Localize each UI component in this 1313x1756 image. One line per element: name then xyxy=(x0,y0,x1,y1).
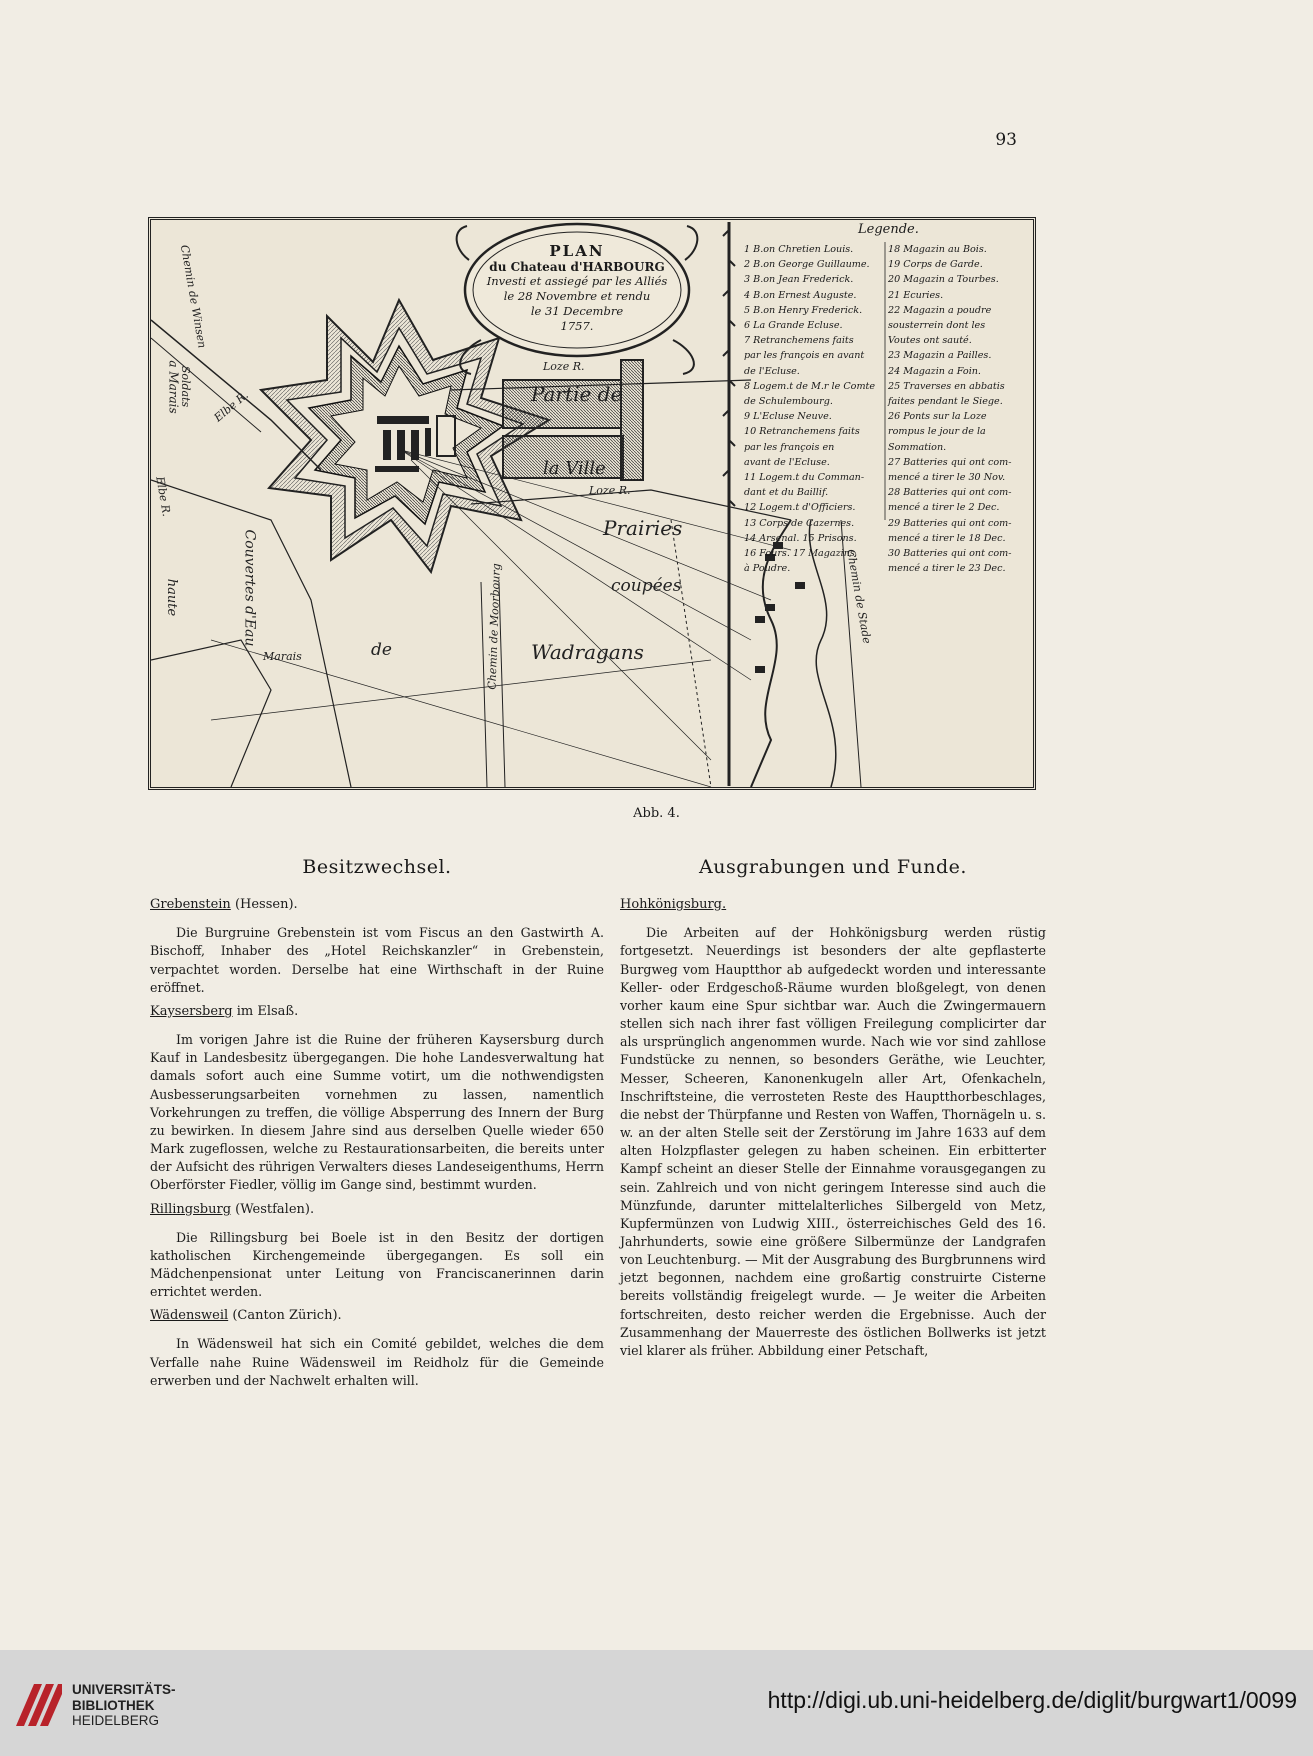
legend-entry: 6 La Grande Ecluse. xyxy=(744,320,843,332)
legend-entry: 27 Batteries qui ont com- xyxy=(888,456,1012,468)
section-region: (Westfalen). xyxy=(231,1201,315,1217)
legend-entry: 13 Corps de Cazernes. xyxy=(744,517,855,529)
legend-entry: 23 Magazin a Pailles. xyxy=(888,350,992,362)
legend-entry: 4 B.on Ernest Auguste. xyxy=(744,289,857,301)
legend-column-left xyxy=(744,242,884,576)
map-title: PLAN xyxy=(549,242,605,260)
legend-entry: à Poudre. xyxy=(744,563,791,575)
legend-entry: avant de l'Ecluse. xyxy=(744,456,830,468)
legend-entry: 26 Ponts sur la Loze xyxy=(888,411,987,423)
legend-entry: 5 B.on Henry Frederick. xyxy=(744,304,863,316)
legend-entry: 25 Traverses en abbatis xyxy=(888,380,1005,392)
map-label-chemin-winsen: Chemin de Winsen xyxy=(177,243,209,350)
map-label-marais: Marais xyxy=(263,650,302,663)
legend-column-right xyxy=(888,242,1034,576)
map-subtitle: du Chateau d'HARBOURG xyxy=(489,260,665,274)
legend-entry: 30 Batteries qui ont com- xyxy=(888,548,1012,560)
section-region: im Elsaß. xyxy=(232,1003,299,1019)
left-column-heading: Besitzwechsel. xyxy=(302,856,452,878)
map-label-loze-bottom: Loze R. xyxy=(589,484,631,497)
map-label-loze-top: Loze R. xyxy=(543,360,585,373)
section-paragraph: Die Arbeiten auf der Hohkönigsburg werden rüstig fortgesetzt. Neuerdings ist besonders der alte gepflasterte Burgweg vom Hauptthor ab aufgedeckt worden und interessante Keller- oder Erdgeschoß-Räume wurden bloßgelegt, von denen vorher kaum eine Spur sichtbar war. Auch die Zwingermauern stellen sich nach ihrer fast völligen Freilegung complicirter dar als ursprünglich angenommen wurde. Nach wie vor sind zahllose Fundstücke zu nennen, so besonders Geräthe, wie Leuchter, Messer, Scheeren, Kanonenkugeln aller Art, Ofenkacheln, Inschriftsteine, die verrosteten Reste des Hauptthorbeschlages, die nebst der Thürpfanne und Resten von Waffen, Thornägeln u. s. w. an der alten Stelle seit der Zerstörung im Jahre 1633 auf dem alten Holzpflaster gelegen zu haben scheinen. Ein erbitterter Kampf scheint an dieser Stelle der Einnahme vorausgegangen zu sein. Zahlreich und von nicht geringem Interesse sind auch die Münzfunde, darunter mittelalterliches Silbergeld von Metz, Kupfermünzen von Ludwig XIII., österreichisches Geld des 16. Jahrhunderts, sowie eine größere Silbermünze der Landgrafen von Leuchtenburg. — Mit der Ausgrabung des Burgbrunnens wird jetzt begonnen, nachdem eine großartig construirte Cisterne bereits vollständig freigelegt wurde. — Je weiter die Arbeiten fortschreiten, desto reicher werden die Ergebnisse. Auch der Zusammenhang der Mauerreste des östlichen Bollwerks ist jetzt viel klarer als früher. Abbildung einer Petschaft, xyxy=(620,925,1046,1358)
map-legend xyxy=(724,220,1036,790)
section-paragraph: In Wädensweil hat sich ein Comité gebildet, welches die dem Verfalle nahe Ruine Wädensweil im Reidholz für die Gemeinde erwerben und der Nachwelt erhalten will. xyxy=(150,1336,604,1388)
map-label-elbe: Elbe R. xyxy=(211,388,251,425)
section-region: (Canton Zürich). xyxy=(228,1308,342,1324)
map-dedication-line: Investi et assiegé par les Alliés xyxy=(486,274,668,288)
legend-entry: 1 B.on Chretien Louis. xyxy=(744,244,854,255)
institution-line: BIBLIOTHEK xyxy=(72,1697,155,1713)
map-label-coupees: coupées xyxy=(611,576,682,596)
legend-entry: 18 Magazin au Bois. xyxy=(888,244,987,255)
legend-entry: 8 Logem.t de M.r le Comte xyxy=(744,380,876,392)
legend-entry: faites pendant le Siege. xyxy=(888,396,1003,408)
legend-entry: dant et du Baillif. xyxy=(744,487,829,499)
map-label-wadragans: Wadragans xyxy=(531,640,644,664)
section-title xyxy=(620,896,1046,914)
section-paragraph: Die Burgruine Grebenstein ist vom Fiscus an den Gastwirth A. Bischoff, Inhaber des „Hotel Reichskanzler“ in Grebenstein, verpachtet worden. Derselbe hat eine Wirthschaft in der Ruine eröffnet. xyxy=(150,925,604,995)
map-label-elbe2: Elbe R. xyxy=(153,475,174,518)
library-footer xyxy=(0,1650,1313,1756)
university-library-logo-icon xyxy=(12,1680,64,1730)
section-title xyxy=(150,1003,604,1021)
legend-entry: de l'Ecluse. xyxy=(744,365,800,377)
legend-entry: Sommation. xyxy=(888,441,947,453)
right-column-heading: Ausgrabungen und Funde. xyxy=(699,856,967,878)
legend-entry: 7 Retranchemens faits xyxy=(744,335,854,347)
section-place: Hohkönigsburg. xyxy=(620,897,727,913)
legend-entry: 9 L'Ecluse Neuve. xyxy=(744,411,832,423)
legend-entry: mencé a tirer le 18 Dec. xyxy=(888,532,1006,544)
legend-entry: 3 B.on Jean Frederick. xyxy=(744,274,854,286)
legend-entry: 29 Batteries qui ont com- xyxy=(888,517,1012,529)
section-region: (Hessen). xyxy=(230,897,298,913)
left-column xyxy=(150,858,604,1396)
permalink-url[interactable]: http://digi.ub.uni-heidelberg.de/diglit/burgwart1/0099 xyxy=(767,1687,1297,1713)
institution-line: UNIVERSITÄTS- xyxy=(72,1682,176,1697)
map-label-couvertes: Couvertes d'Eau xyxy=(241,529,258,647)
legend-entry: Voutes ont sauté. xyxy=(888,335,972,347)
legend-entry: par les françois en xyxy=(744,441,835,453)
institution-line: HEIDELBERG xyxy=(72,1713,160,1728)
legend-entry: 10 Retranchemens faits xyxy=(744,426,860,438)
legend-entry: rompus le jour de la xyxy=(888,426,986,438)
section-paragraph: Im vorigen Jahre ist die Ruine der früheren Kaysersburg durch Kauf in Landesbesitz übergegangen. Die hohe Landesverwaltung hat damals sofort auch eine Summe votirt, um die nothwendigsten Ausbesserungsarbeiten vornehmen zu lassen, namentlich Vorkehrungen zu treffen, die völlige Absperrung des Innern der Burg zu bewirken. In diesem Jahre sind aus derselben Quelle wieder 650 Mark zugeflossen, welche zu Restaurationsarbeiten, die bereits unter der Aufsicht des rührigen Verwalters dieses Landeseigenthums, Herrn Oberförster Fiedler, völlig im Gange sind, bestimmt wurden. xyxy=(150,1032,604,1193)
map-label-prairies: Prairies xyxy=(603,516,683,540)
legend-entry: 19 Corps de Garde. xyxy=(888,259,983,271)
map-label-a-marais: a Marais xyxy=(166,360,181,414)
section-place: Rillingsburg xyxy=(150,1201,232,1217)
legend-entry: par les françois en avant xyxy=(744,350,865,362)
figure-caption: Abb. 4. xyxy=(633,806,680,821)
map-label-partie-de: Partie de xyxy=(531,382,623,406)
section-place: Grebenstein xyxy=(150,897,231,913)
legend-entry: 20 Magazin a Tourbes. xyxy=(888,274,999,286)
legend-entry: 2 B.on George Guillaume. xyxy=(744,259,870,271)
map-label-chemin-stade: Chemin de Stade xyxy=(844,548,874,645)
legend-entry: mencé a tirer le 30 Nov. xyxy=(888,472,1006,484)
section-title xyxy=(150,1201,604,1219)
section-title xyxy=(150,896,604,914)
map-plate xyxy=(148,217,1036,790)
legend-entry: de Schulembourg. xyxy=(744,396,833,408)
map-label-chemin-moorbourg: Chemin de Moorbourg xyxy=(485,563,503,690)
legend-title: Legende. xyxy=(858,222,919,237)
section-title xyxy=(150,1307,604,1325)
map-dedication-line: 1757. xyxy=(560,319,594,333)
section-place: Wädensweil xyxy=(150,1308,229,1324)
legend-entry: 16 Fours. 17 Magazins xyxy=(744,548,855,560)
legend-entry: 12 Logem.t d'Officiers. xyxy=(744,502,856,514)
section-place: Kaysersberg xyxy=(150,1003,233,1019)
legend-entry: 28 Batteries qui ont com- xyxy=(888,487,1012,499)
legend-entry: 21 Ecuries. xyxy=(888,289,944,301)
section-paragraph: Die Rillingsburg bei Boele ist in den Besitz der dortigen katholischen Kirchengemeinde übergegangen. Es soll ein Mädchenpensionat unter Leitung von Franciscanerinnen darin errichtet werden. xyxy=(150,1229,604,1300)
legend-entry: 24 Magazin a Foin. xyxy=(888,365,981,377)
map-label-soldats: Soldats xyxy=(179,365,193,408)
legend-entry: 11 Logem.t du Comman- xyxy=(744,472,865,484)
map-title-cartouche xyxy=(463,228,691,378)
map-label-haute: haute xyxy=(164,578,180,617)
map-label-la-ville: la Ville xyxy=(543,458,606,479)
map-label-de: de xyxy=(371,640,392,660)
institution-name xyxy=(72,1682,176,1729)
legend-entry: 14 Arsenal. 15 Prisons. xyxy=(744,532,857,544)
legend-entry: sousterrein dont les xyxy=(888,320,986,332)
map-dedication-line: le 31 Decembre xyxy=(530,304,624,318)
legend-entry: mencé a tirer le 2 Dec. xyxy=(888,502,1000,514)
legend-entry: mencé a tirer le 23 Dec. xyxy=(888,563,1006,575)
page-number: 93 xyxy=(995,130,1017,150)
map-dedication-line: le 28 Novembre et rendu xyxy=(503,289,651,303)
right-column xyxy=(620,858,1046,1366)
legend-entry: 22 Magazin a poudre xyxy=(888,304,992,316)
